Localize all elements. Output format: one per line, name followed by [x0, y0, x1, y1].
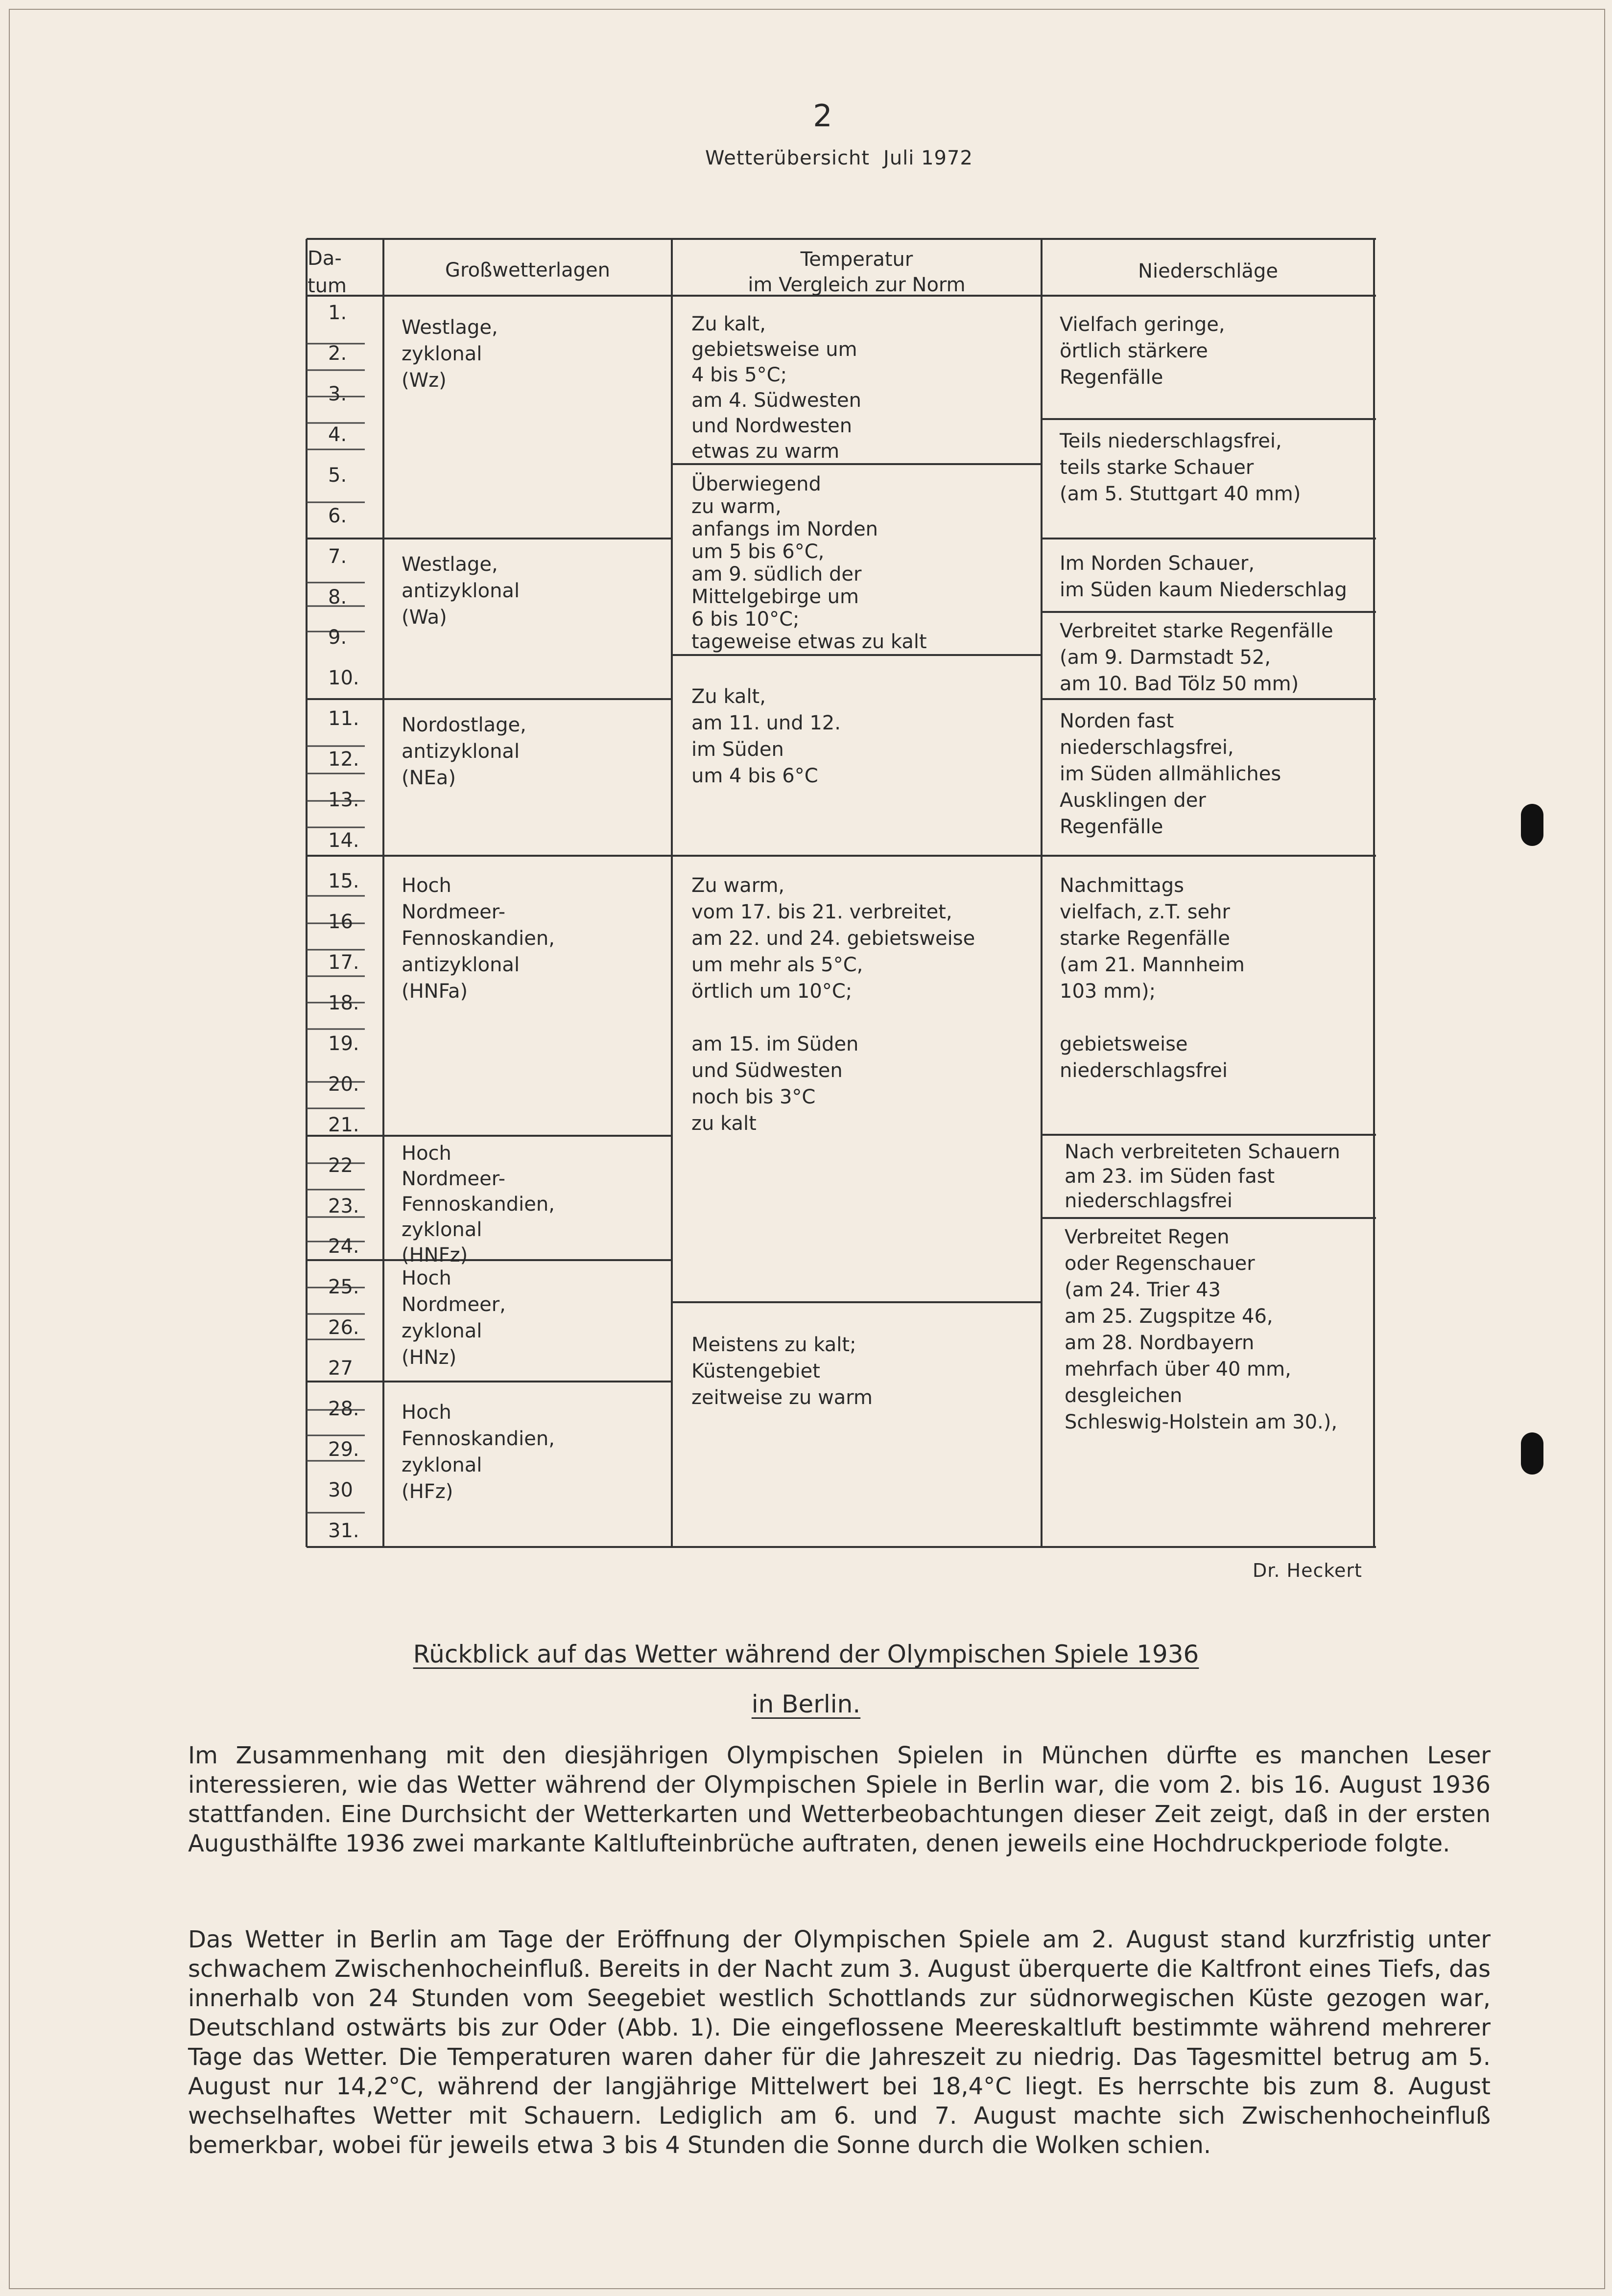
punch-hole [1521, 804, 1543, 846]
header-niederschlaege: Niederschläge [1138, 260, 1278, 282]
article-title-line2: in Berlin. [751, 1690, 861, 1718]
signature: Dr. Heckert [1253, 1560, 1362, 1581]
day-number: 4. [328, 423, 347, 446]
day-number: 15. [328, 870, 359, 892]
header-datum: Da- tum [308, 247, 347, 297]
lage-cell: Hoch Nordmeer, zyklonal (HNz) [402, 1267, 506, 1369]
day-number: 25. [328, 1276, 359, 1298]
day-number: 7. [328, 545, 347, 568]
temp-cell: Überwiegend zu warm, anfangs im Norden um 5 bis 6°C, am 9. südlich der Mittelgebirge um 6 bis 10°C; tageweise etwas zu kalt [691, 473, 927, 653]
lage-cell: Hoch Nordmeer- Fennoskandien, antizyklonal (HNFa) [402, 874, 555, 1003]
day-number: 1. [328, 302, 347, 324]
day-number: 9. [328, 626, 347, 649]
punch-hole [1521, 1432, 1543, 1475]
lage-cell: Westlage, zyklonal (Wz) [402, 316, 498, 392]
day-number: 19. [328, 1032, 359, 1055]
day-number: 14. [328, 829, 359, 852]
day-number: 5. [328, 464, 347, 487]
day-number: 2. [328, 342, 347, 365]
day-number: 12. [328, 748, 359, 771]
rain-cell: Nach verbreiteten Schauern am 23. im Süden fast niederschlagsfrei [1065, 1141, 1340, 1212]
day-number: 18. [328, 992, 359, 1014]
day-number: 30 [328, 1479, 353, 1501]
rain-cell: Norden fast niederschlagsfrei, im Süden allmähliches Ausklingen der Regenfälle [1060, 710, 1281, 838]
subtitle-left: Wetterübersicht [705, 147, 870, 169]
temp-cell: Meistens zu kalt; Küstengebiet zeitweise zu warm [691, 1334, 873, 1409]
day-number: 27 [328, 1357, 353, 1380]
article-title-line1: Rückblick auf das Wetter während der Olympischen Spiele 1936 [413, 1640, 1199, 1668]
day-number: 8. [328, 586, 347, 609]
day-number: 21. [328, 1114, 359, 1136]
rain-cell: Teils niederschlagsfrei, teils starke Schauer (am 5. Stuttgart 40 mm) [1060, 430, 1301, 505]
page-number: 2 [813, 98, 832, 134]
rain-cell: Verbreitet Regen oder Regenschauer (am 24. Trier 43 am 25. Zugspitze 46, am 28. Nordbayern mehrfach über 40 mm, desgleichen Schleswig-Holstein am 30.), [1065, 1226, 1338, 1433]
subtitle-right: Juli 1972 [883, 147, 973, 169]
header-grosswetterlagen: Großwetterlagen [445, 259, 610, 281]
temp-cell: Zu kalt, am 11. und 12. im Süden um 4 bis 6°C [691, 685, 841, 787]
rain-cell: Verbreitet starke Regenfälle (am 9. Darmstadt 52, am 10. Bad Tölz 50 mm) [1060, 620, 1333, 695]
day-number: 6. [328, 505, 347, 527]
day-number: 31. [328, 1520, 359, 1542]
day-number: 23. [328, 1195, 359, 1218]
article-paragraph: Das Wetter in Berlin am Tage der Eröffnung der Olympischen Spiele am 2. August stand kurzfristig unter schwachem Zwischenhocheinfluß. Bereits in der Nacht zum 3. August überquerte die Kaltfront eines Tiefs, das innerhalb von 24 Stunden vom Seegebiet westlich Schottlands zur südnorwegischen Küste gezogen war, Deutschland ostwärts bis zur Oder (Abb. 1). Die eingeflossene Meereskaltluft bestimmte während mehrerer Tage das Wetter. Die Temperaturen waren daher für die Jahreszeit zu niedrig. Das Tagesmittel betrug am 5. August nur 14,2°C, während der langjährige Mittelwert bei 18,4°C liegt. Es herrschte bis zum 8. August wechselhaftes Wetter mit Schauern. Lediglich am 6. und 7. August machte sich Zwischenhocheinfluß bemerkbar, wobei für jeweils etwa 3 bis 4 Stunden die Sonne durch die Wolken schien. [188, 1926, 1491, 2159]
rain-cell: Vielfach geringe, örtlich stärkere Regenfälle [1060, 313, 1225, 389]
temp-cell: Zu warm, vom 17. bis 21. verbreitet, am 22. und 24. gebietsweise um mehr als 5°C, örtlich um 10°C; am 15. im Süden und Südwesten noch bis 3°C zu kalt [691, 874, 975, 1135]
lage-cell: Westlage, antizyklonal (Wa) [402, 553, 520, 629]
day-number: 26. [328, 1316, 359, 1339]
day-number: 17. [328, 951, 359, 974]
day-number: 20. [328, 1073, 359, 1096]
day-number: 16 [328, 911, 353, 933]
rain-cell: Nachmittags vielfach, z.T. sehr starke Regenfälle (am 21. Mannheim 103 mm); gebietsweise niederschlagsfrei [1060, 874, 1245, 1082]
day-number: 29. [328, 1438, 359, 1461]
article-paragraph: Im Zusammenhang mit den diesjährigen Olympischen Spielen in München dürfte es manchen Leser interessieren, wie das Wetter während der Olympischen Spiele in Berlin war, die vom 2. bis 16. August 1936 stattfanden. Eine Durchsicht der Wetterkarten und Wetterbeobachtungen dieser Zeit zeigt, daß in der ersten Augusthälfte 1936 zwei markante Kaltlufteinbrüche auftraten, denen jeweils eine Hochdruckperiode folgte. [188, 1742, 1491, 1857]
temp-cell: Zu kalt, gebietsweise um 4 bis 5°C; am 4. Südwesten und Nordwesten etwas zu warm [691, 313, 862, 463]
lage-cell: Hoch Fennoskandien, zyklonal (HFz) [402, 1401, 555, 1503]
header-temperatur: Temperatur im Vergleich zur Norm [748, 248, 966, 296]
day-number: 13. [328, 789, 359, 811]
lage-cell: Hoch Nordmeer- Fennoskandien, zyklonal (HNFz) [402, 1142, 555, 1266]
day-number: 22 [328, 1154, 353, 1177]
day-number: 28. [328, 1398, 359, 1420]
day-number: 24. [328, 1235, 359, 1258]
day-number: 3. [328, 383, 347, 405]
day-number: 10. [328, 667, 359, 689]
lage-cell: Nordostlage, antizyklonal (NEa) [402, 714, 526, 789]
day-number: 11. [328, 707, 359, 730]
rain-cell: Im Norden Schauer, im Süden kaum Niederschlag [1060, 552, 1347, 601]
